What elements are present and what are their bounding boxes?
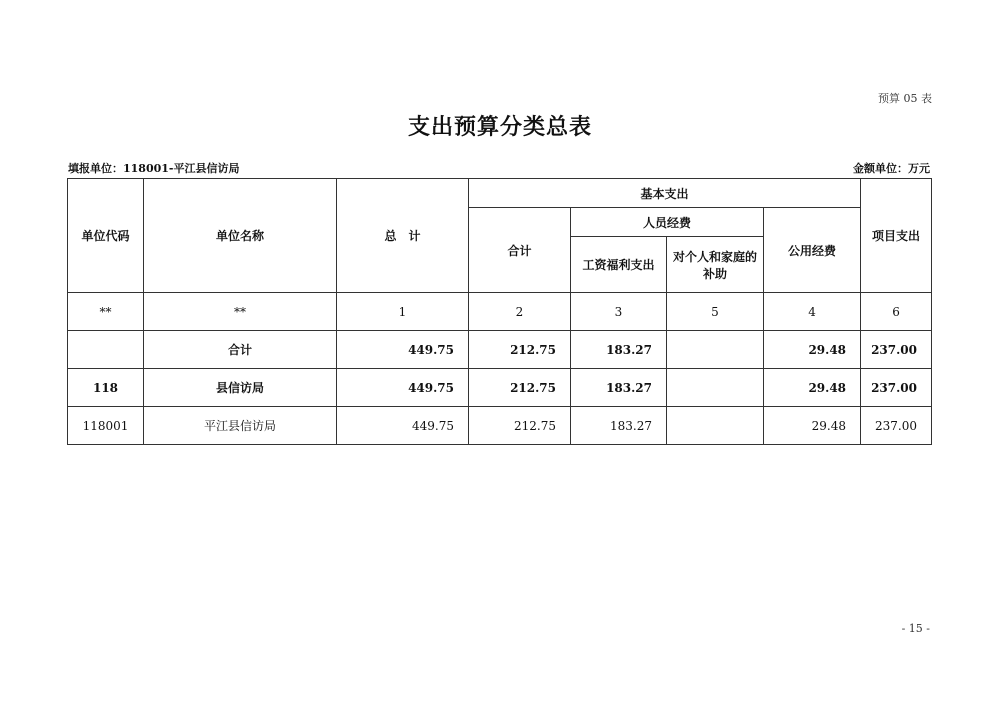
header-family-subsidy xyxy=(667,237,764,293)
page-number: - 15 - xyxy=(901,622,930,635)
index-cell: 1 xyxy=(337,293,469,331)
index-cell: ** xyxy=(68,293,144,331)
index-cell: 4 xyxy=(764,293,861,331)
table-row xyxy=(68,331,932,369)
cell-name: 合计 xyxy=(144,331,337,369)
index-cell: 6 xyxy=(861,293,932,331)
cell-basic-total: 212.75 xyxy=(469,369,571,407)
reporting-unit: 填报单位：118001-平江县信访局 xyxy=(68,162,240,175)
cell-salary: 183.27 xyxy=(571,407,667,445)
cell-code xyxy=(68,331,144,369)
header-public-expenses: 公用经费 xyxy=(764,208,861,293)
header-personnel-expenses: 人员经费 xyxy=(571,208,764,237)
cell-salary: 183.27 xyxy=(571,331,667,369)
document-title: 支出预算分类总表 xyxy=(407,114,592,140)
cell-project: 237.00 xyxy=(861,369,932,407)
header-project-expenditure: 项目支出 xyxy=(861,179,932,293)
header-unit-name: 单位名称 xyxy=(144,179,337,293)
header-family-subsidy-line2: 补助 xyxy=(702,266,727,281)
cell-basic-total: 212.75 xyxy=(469,407,571,445)
index-cell: 5 xyxy=(667,293,764,331)
budget-table xyxy=(67,178,932,445)
header-basic-subtotal: 合计 xyxy=(469,208,571,293)
header-total: 总 计 xyxy=(337,179,469,293)
cell-total: 449.75 xyxy=(337,331,469,369)
header-unit-code: 单位代码 xyxy=(68,179,144,293)
table-code: 预算 05 表 xyxy=(878,92,932,105)
cell-family xyxy=(667,331,764,369)
header-family-subsidy-line1: 对个人和家庭的 xyxy=(672,249,757,264)
index-cell: 2 xyxy=(469,293,571,331)
cell-project: 237.00 xyxy=(861,331,932,369)
cell-public: 29.48 xyxy=(764,407,861,445)
header-salary-welfare: 工资福利支出 xyxy=(571,237,667,293)
table-row xyxy=(68,407,932,445)
cell-family xyxy=(667,407,764,445)
cell-family xyxy=(667,369,764,407)
cell-project: 237.00 xyxy=(861,407,932,445)
cell-basic-total: 212.75 xyxy=(469,331,571,369)
table-row xyxy=(68,369,932,407)
cell-total: 449.75 xyxy=(337,369,469,407)
cell-public: 29.48 xyxy=(764,369,861,407)
header-basic-expenditure: 基本支出 xyxy=(469,179,861,208)
cell-code: 118 xyxy=(68,369,144,407)
cell-salary: 183.27 xyxy=(571,369,667,407)
cell-total: 449.75 xyxy=(337,407,469,445)
amount-unit: 金额单位：万元 xyxy=(853,162,930,175)
cell-public: 29.48 xyxy=(764,331,861,369)
index-cell: ** xyxy=(144,293,337,331)
cell-code: 118001 xyxy=(68,407,144,445)
cell-name: 县信访局 xyxy=(144,369,337,407)
index-cell: 3 xyxy=(571,293,667,331)
cell-name: 平江县信访局 xyxy=(144,407,337,445)
index-row xyxy=(68,293,932,331)
